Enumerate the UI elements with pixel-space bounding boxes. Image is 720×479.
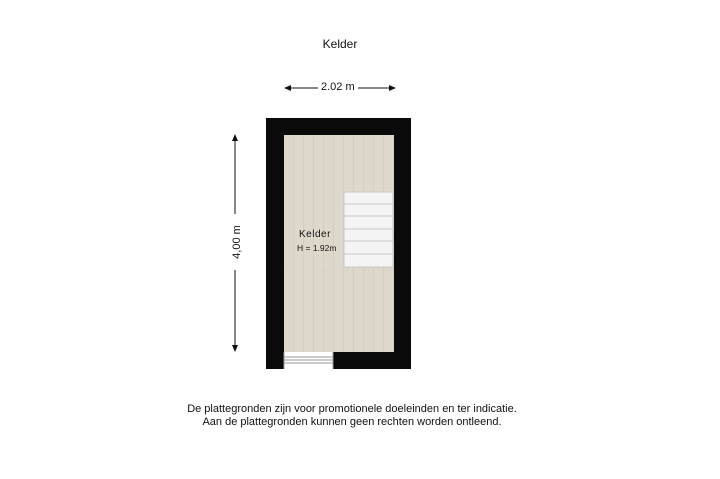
width-dimension-label: 2.02 m xyxy=(318,81,358,93)
staircase xyxy=(344,192,393,267)
window xyxy=(284,352,333,369)
room-name: Kelder xyxy=(299,229,331,240)
room-height-label: H = 1.92m xyxy=(297,243,337,253)
height-dimension-label: 4,00 m xyxy=(231,214,243,270)
disclaimer-line-2: Aan de plattegronden kunnen geen rechten worden ontleend. xyxy=(202,416,502,428)
disclaimer-line-1: De plattegronden zijn voor promotionele doeleinden en ter indicatie. xyxy=(187,403,517,415)
floor-title: Kelder xyxy=(322,37,358,51)
